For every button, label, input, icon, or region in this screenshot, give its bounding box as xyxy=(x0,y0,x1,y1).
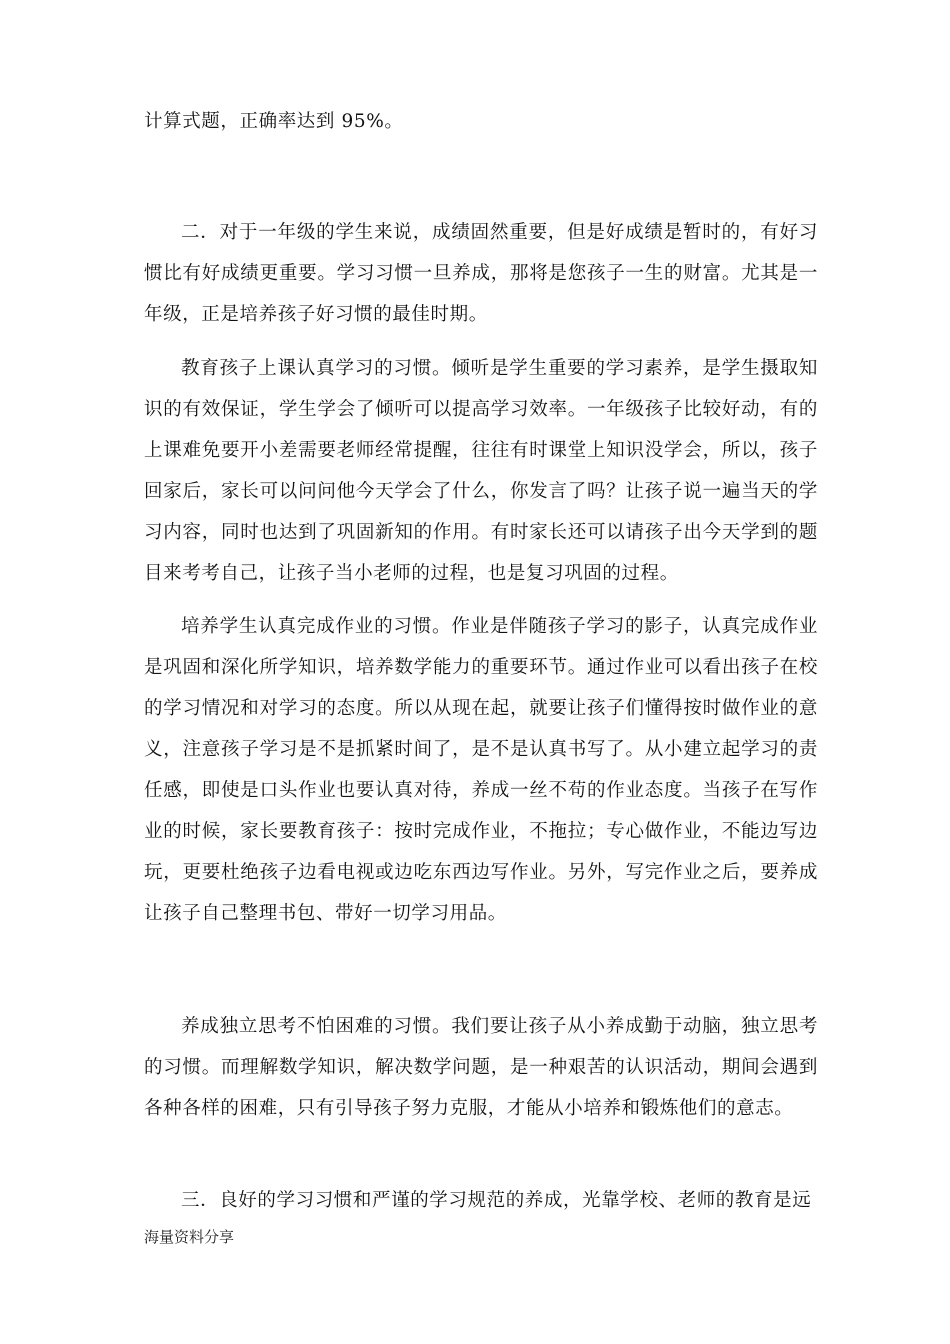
paragraph-listening-habit: 教育孩子上课认真学习的习惯。倾听是学生重要的学习素养，是学生摄取知识的有效保证，学生学会了倾听可以提高学习效率。一年级孩子比较好动，有的上课难免要开小差需要老师经常提醒，往往有时课堂上知识没学会，所以，孩子回家后，家长可以问问他今天学会了什么，你发言了吗？让孩子说一遍当天的学习内容，同时也达到了巩固新知的作用。有时家长还可以请孩子出今天学到的题目来考考自己，让孩子当小老师的过程，也是复习巩固的过程。 xyxy=(144,358,818,584)
paragraph-section-three: 三．良好的学习习惯和严谨的学习规范的养成，光靠学校、老师的教育是远 xyxy=(181,1190,812,1211)
paragraph-continuation: 计算式题，正确率达到 95%。 xyxy=(144,111,404,132)
paragraph-independent-thinking: 养成独立思考不怕困难的习惯。我们要让孩子从小养成勤于动脑，独立思考的习惯。而理解数学知识，解决数学问题，是一种艰苦的认识活动，期间会遇到各种各样的困难，只有引导孩子努力克服，才能从小培养和锻炼他们的意志。 xyxy=(144,1016,818,1119)
page-footer: 海量资料分享 xyxy=(144,1228,235,1246)
paragraph-homework-habit: 培养学生认真完成作业的习惯。作业是伴随孩子学习的影子，认真完成作业是巩固和深化所学知识，培养数学能力的重要环节。通过作业可以看出孩子在校的学习情况和对学习的态度。所以从现在起，就要让孩子们懂得按时做作业的意义，注意孩子学习是不是抓紧时间了，是不是认真书写了。从小建立起学习的责任感，即使是口头作业也要认真对待，养成一丝不苟的作业态度。当孩子在写作业的时候，家长要教育孩子：按时完成作业，不拖拉；专心做作业，不能边写边玩，更要杜绝孩子边看电视或边吃东西边写作业。另外，写完作业之后，要养成让孩子自己整理书包、带好一切学习用品。 xyxy=(144,616,818,924)
paragraph-section-two: 二．对于一年级的学生来说，成绩固然重要，但是好成绩是暂时的，有好习惯比有好成绩更重要。学习习惯一旦养成，那将是您孩子一生的财富。尤其是一年级，正是培养孩子好习惯的最佳时期。 xyxy=(144,222,818,325)
